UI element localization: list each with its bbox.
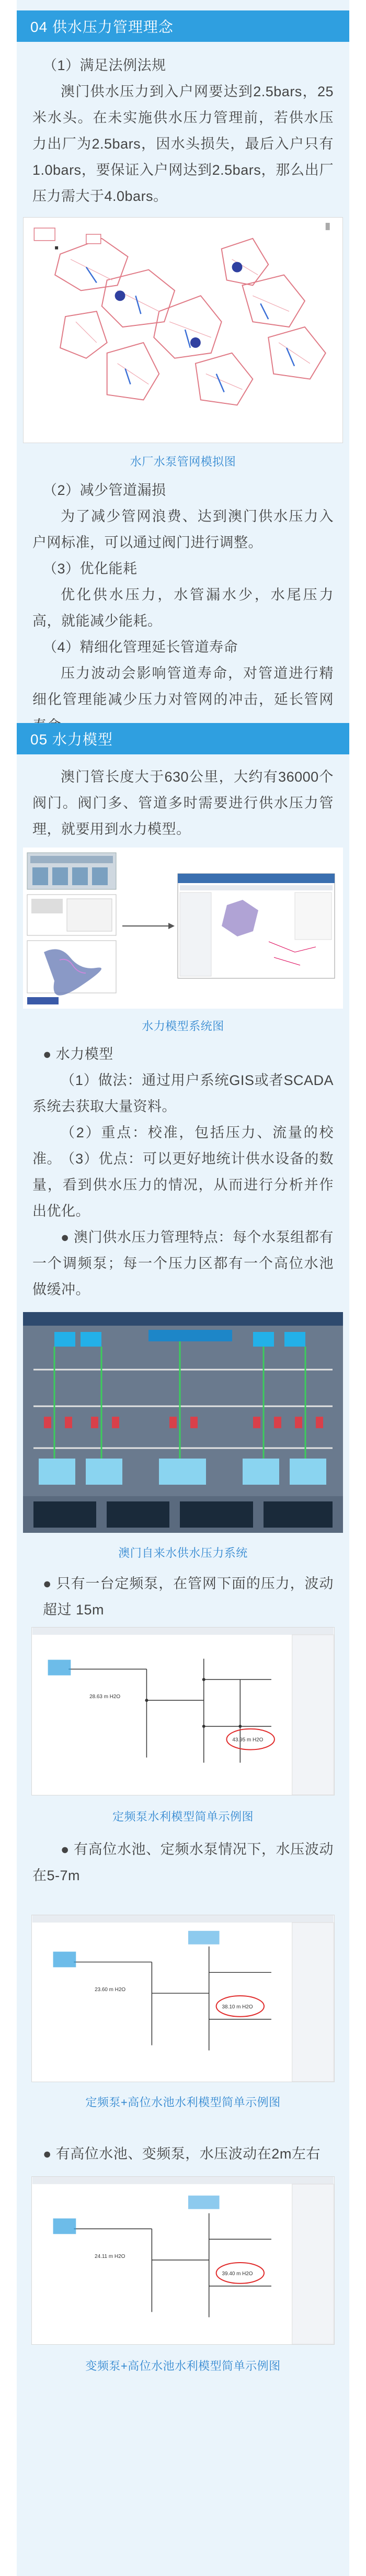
s04-paragraph-2: 为了减少管网浪费、达到澳门供水压力入户网标准，可以通过阀门进行调整。	[32, 509, 334, 550]
fixed-pump-model-svg	[32, 1628, 334, 1795]
hydraulic-model-svg	[23, 848, 343, 1009]
fig3-value-label: 28.63 m H2O	[89, 1694, 121, 1700]
pipe-network-svg	[24, 218, 342, 443]
section-header-05	[17, 723, 349, 754]
variable-pump-tank-model-svg	[32, 2177, 334, 2344]
fixed-pump-tank-model-figure	[31, 1915, 335, 2082]
s05-paragraph-1: 澳门管长度大于630公里，大约有36000个阀门。阀门多、管道多时需要进行供水压力管理，就要用到水力模型。	[32, 769, 334, 837]
s04-paragraph-3: 优化供水压力，水管漏水少，水尾压力高，就能减少能耗。	[32, 587, 334, 629]
s04-heading-1: （1）满足法例法规	[43, 58, 166, 73]
hydraulic-model-figure	[23, 848, 343, 1009]
s04-heading-3: （3）优化能耗	[43, 561, 138, 577]
s05-bullet-4: ● 有高位水池、定频水泵情况下，水压波动在5-7m	[32, 1841, 334, 1883]
s05-figure-caption-3: 定频泵水利模型简单示例图	[112, 1810, 254, 1823]
s05-figure-caption-5: 变频泵+高位水池水利模型简单示例图	[85, 2359, 281, 2372]
s05-figure-caption-1: 水力模型系统图	[142, 1020, 224, 1033]
scada-system-svg	[23, 1312, 343, 1533]
s05-paragraph-3: （2）重点：校准，包括压力、流量的校准。	[32, 1125, 334, 1167]
s05-paragraph-2: （1）做法：通过用户系统GIS或者SCADA系统去获取大量资料。	[32, 1072, 334, 1114]
s05-bullet-5: ● 有高位水池、变频泵，水压波动在2m左右	[43, 2146, 321, 2162]
scada-system-figure	[23, 1312, 343, 1533]
s05-figure-caption-2: 澳门自来水供水压力系统	[118, 1546, 248, 1560]
section-title-05: 05 水力模型	[30, 731, 113, 748]
fig3-highlight-label: 43.95 m H2O	[232, 1737, 264, 1743]
s05-bullet-2: ● 澳门供水压力管理特点：每个水泵组都有一个调频泵；每一个压力区都有一个高位水池做缓冲。	[32, 1229, 334, 1297]
s04-heading-4: （4）精细化管理延长管道寿命	[43, 639, 238, 655]
s05-bullet-3: ● 只有一台定频泵，在管网下面的压力，波动超过 15m	[43, 1576, 334, 1618]
s05-paragraph-4: （3）优点：可以更好地统计供水设备的数量，看到供水压力的情况，从而进行分析并作出优化。	[32, 1151, 334, 1219]
fig4-value-label: 23.60 m H2O	[95, 1987, 126, 1993]
s04-paragraph-1: 澳门供水压力到入户网要达到2.5bars，25米水头。在未实施供水压力管理前，若供水压力出厂为2.5bars，因水头损失，最后入户只有1.0bars，要保证入户网达到2.5bars，那么出厂压力需大于4.0bars。	[32, 84, 334, 204]
s04-paragraph-4: 压力波动会影响管道寿命，对管道进行精细化管理能减少压力对管网的冲击，延长管网	[32, 665, 334, 707]
fig4-highlight-label: 38.10 m H2O	[222, 2004, 253, 2010]
fig5-highlight-label: 39.40 m H2O	[222, 2270, 253, 2277]
fixed-pump-tank-model-svg	[32, 1915, 334, 2082]
variable-pump-tank-model-figure	[31, 2176, 335, 2345]
pipe-network-figure	[23, 217, 343, 443]
section-header-04	[17, 10, 349, 42]
s05-figure-caption-4: 定频泵+高位水池水利模型简单示例图	[85, 2096, 281, 2109]
fig5-value-label: 24.11 m H2O	[95, 2254, 125, 2260]
s04-figure-caption-1: 水厂水泵管网模拟图	[130, 455, 236, 468]
s04-heading-2: （2）减少管道漏损	[43, 482, 166, 498]
section-title-04: 04 供水压力管理理念	[30, 19, 174, 35]
s05-bullet-1: ● 水力模型	[43, 1046, 113, 1062]
fixed-pump-model-figure	[31, 1627, 335, 1795]
